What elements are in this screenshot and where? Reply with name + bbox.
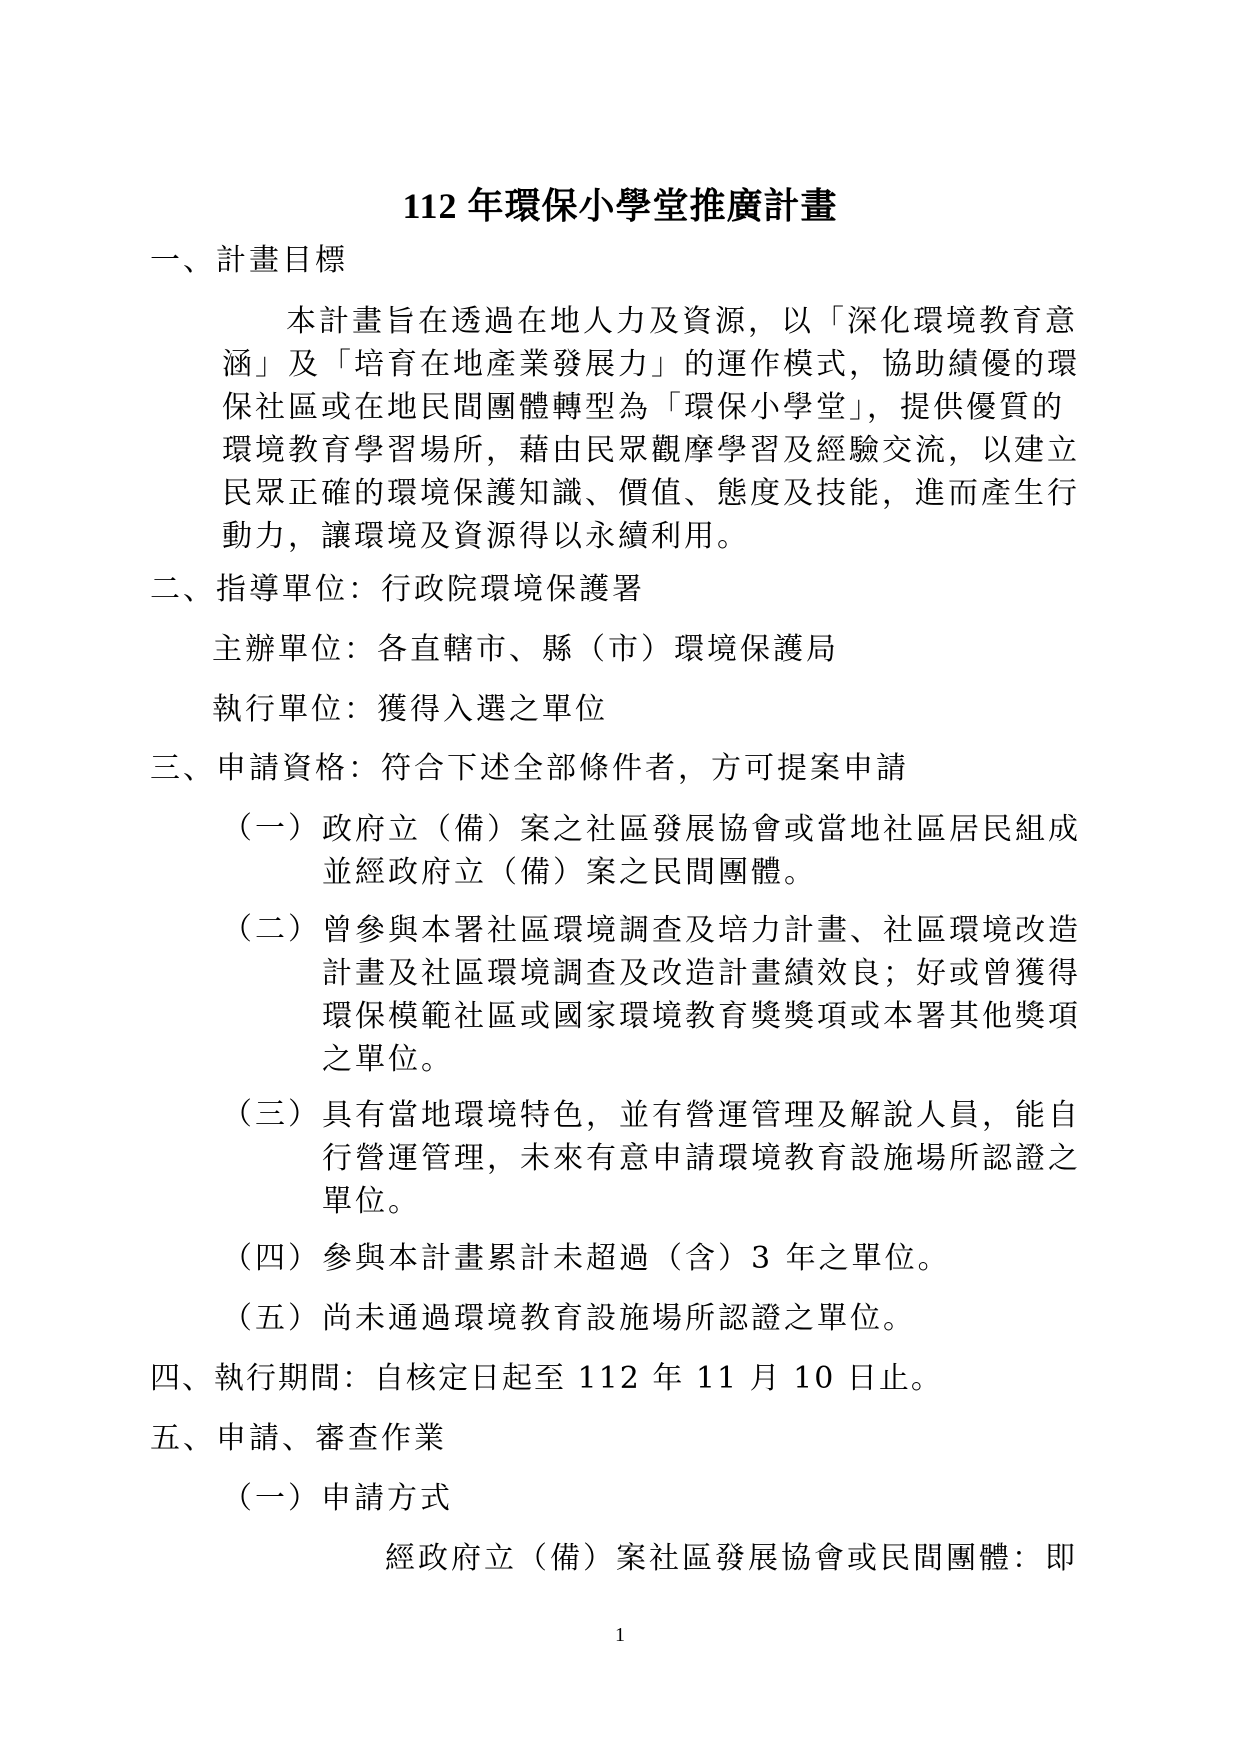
section-3-heading: 三、申請資格：符合下述全部條件者，方可提案申請 <box>150 751 909 786</box>
item-line: 並經政府立（備）案之民間團體。 <box>322 855 817 890</box>
page-number: 1 <box>615 1624 625 1646</box>
executor-line: 執行單位：獲得入選之單位 <box>212 692 608 727</box>
item-line: 曾參與本署社區環境調查及培力計畫、社區環境改造 <box>322 913 1081 948</box>
organizer-line: 主辦單位：各直轄市、縣（市）環境保護局 <box>212 632 839 667</box>
section-1-line: 涵」及「培育在地產業發展力」的運作模式，協助績優的環 <box>222 347 1080 382</box>
item-body <box>322 1094 1081 1223</box>
item-marker: （三） <box>222 1097 321 1132</box>
item-line: 之單位。 <box>322 1042 454 1077</box>
section-1-body <box>222 300 1080 558</box>
item-line: 參與本計畫累計未超過（含）3 年之單位。 <box>322 1241 951 1276</box>
section-1-line: 環境教育學習場所，藉由民眾觀摩學習及經驗交流，以建立 <box>222 433 1080 468</box>
section-1-heading: 一、計畫目標 <box>150 243 348 278</box>
item-line: 行營運管理，未來有意申請環境教育設施場所認證之 <box>322 1141 1081 1176</box>
item-marker: （四） <box>222 1241 321 1276</box>
item-line: 具有當地環境特色，並有營運管理及解說人員，能自 <box>322 1098 1081 1133</box>
section-5-heading: 五、申請、審查作業 <box>150 1421 447 1456</box>
item-body <box>322 909 1081 1081</box>
document-title: 112 年環保小學堂推廣計畫 <box>402 186 838 226</box>
section-5-subheading: （一）申請方式 <box>222 1481 453 1516</box>
item-line: 尚未通過環境教育設施場所認證之單位。 <box>322 1301 916 1336</box>
item-marker: （五） <box>222 1301 321 1336</box>
section-1-line: 民眾正確的環境保護知識、價值、態度及技能，進而產生行 <box>222 476 1080 511</box>
item-body <box>322 808 1081 894</box>
item-marker: （一） <box>222 811 321 846</box>
item-marker: （二） <box>222 912 321 947</box>
section-5-sub1-body: 經政府立（備）案社區發展協會或民間團體：即 <box>385 1541 1078 1576</box>
item-line: 計畫及社區環境調查及改造計畫績效良；好或曾獲得 <box>322 956 1081 991</box>
section-4-heading: 四、執行期間：自核定日起至 112 年 11 月 10 日止。 <box>150 1361 943 1396</box>
section-2-heading: 二、指導單位：行政院環境保護署 <box>150 572 645 607</box>
item-line: 政府立（備）案之社區發展協會或當地社區居民組成 <box>322 812 1081 847</box>
item-line: 單位。 <box>322 1184 421 1219</box>
item-line: 環保模範社區或國家環境教育獎獎項或本署其他獎項 <box>322 999 1081 1034</box>
section-1-line: 保社區或在地民間團體轉型為「環保小學堂」，提供優質的 <box>222 390 1065 425</box>
section-1-line: 動力，讓環境及資源得以永續利用。 <box>222 519 750 554</box>
section-1-line: 本計畫旨在透過在地人力及資源，以「深化環境教育意 <box>286 304 1078 339</box>
